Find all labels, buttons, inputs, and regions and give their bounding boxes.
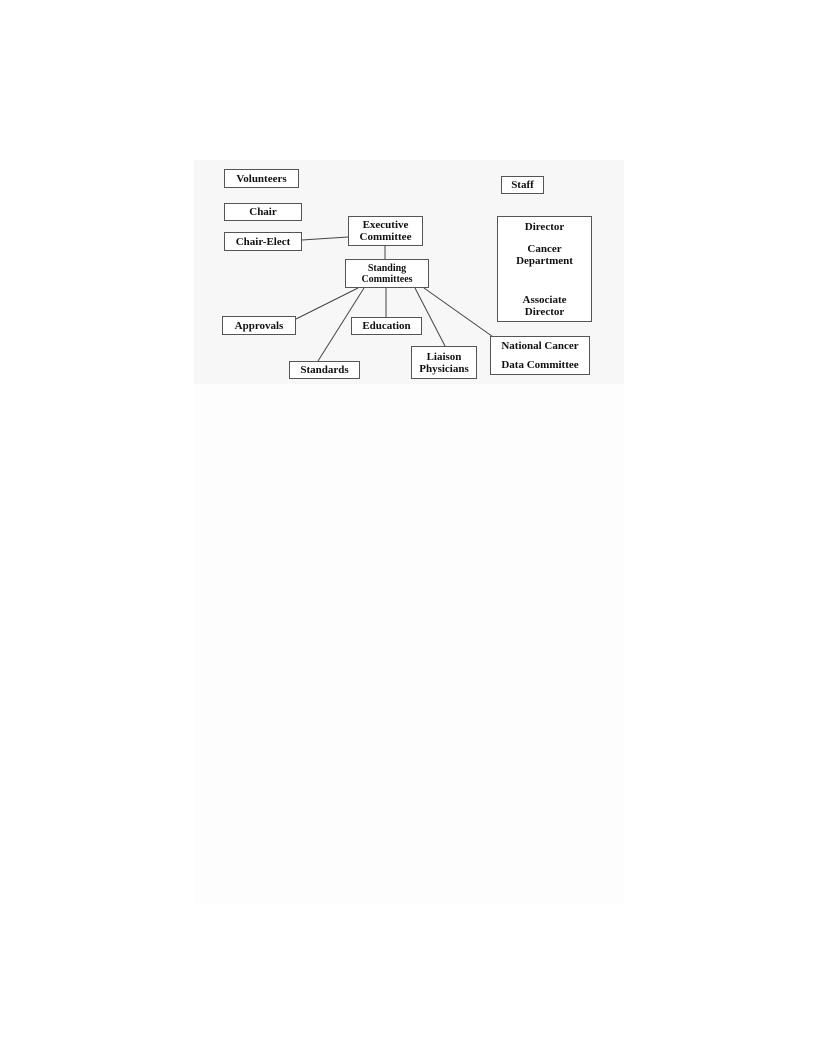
standards-box — [289, 361, 360, 379]
staff-structure-box — [497, 216, 592, 322]
approvals-label: Approvals — [234, 319, 284, 332]
associate-director-line-1: Associate — [522, 294, 567, 306]
chair-label: Chair — [249, 206, 277, 218]
ncdb-line-2: Data Committee — [501, 359, 579, 371]
education-box — [351, 317, 422, 335]
chair-box — [224, 203, 302, 221]
cancer-department-line-2: Department — [516, 255, 573, 267]
director-label: Director — [524, 221, 565, 233]
standards-label: Standards — [300, 364, 349, 376]
executive-committee-line-1: Executive — [362, 219, 409, 231]
approvals-box — [222, 316, 296, 335]
liaison-physicians-line-2: Physicians — [419, 362, 469, 375]
chair-elect-label: Chair-Elect — [235, 235, 291, 248]
staff-box — [501, 176, 544, 194]
volunteers-box — [224, 169, 299, 188]
executive-committee-line-2: Committee — [359, 231, 412, 243]
volunteers-label: Volunteers — [236, 172, 287, 185]
standing-committees-line-2: Committees — [361, 273, 413, 285]
chair-elect-box — [224, 232, 302, 251]
education-label: Education — [362, 320, 411, 332]
connector-standing-approvals — [296, 288, 358, 319]
ncdb-box — [490, 336, 590, 375]
standing-committees-line-1: Standing — [367, 262, 407, 274]
associate-director-line-2: Director — [524, 306, 565, 318]
connector-chair-elect-executive — [302, 237, 348, 240]
ncdb-line-1: National Cancer — [501, 340, 579, 352]
standing-committees-box — [345, 259, 429, 288]
connector-standing-ncdb — [424, 288, 496, 339]
cancer-department-line-1: Cancer — [527, 243, 562, 255]
liaison-physicians-line-1: Liaison — [426, 350, 462, 363]
executive-committee-box — [348, 216, 423, 246]
staff-label: Staff — [511, 179, 534, 191]
liaison-physicians-box — [411, 346, 477, 379]
